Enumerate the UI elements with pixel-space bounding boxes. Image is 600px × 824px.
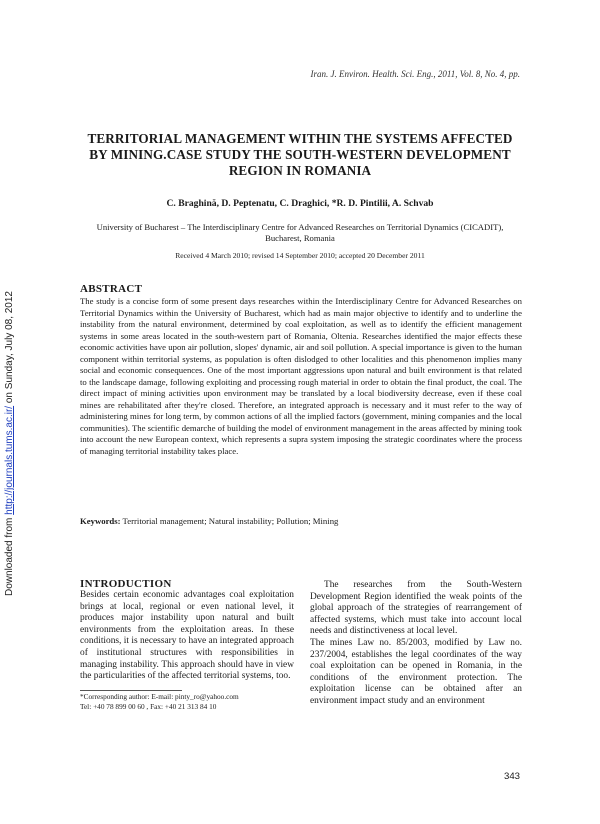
title-line-2: BY MINING.CASE STUDY THE SOUTH-WESTERN DEVELOPMENT [89, 147, 511, 162]
title-line-3: REGION IN ROMANIA [228, 163, 372, 178]
affiliation [80, 222, 520, 244]
corresponding-author-footnote [80, 692, 300, 712]
abstract-heading: ABSTRACT [80, 283, 143, 295]
download-watermark-text [2, 214, 18, 596]
introduction-column-left: Besides certain economic advantages coal exploitation brings at local, regional or even national level, it produces major instability upon natural and built environments from the exploitation areas. In these conditions, it is necessary to have an integrated approach of institutional structures with responsibilities in managing instability. This approach should have in view the particularities of the affected territorial systems, too. [80, 590, 294, 682]
footnote-phone: Tel: +40 78 899 00 60 , Fax: +40 21 313 84 10 [80, 702, 217, 711]
footnote-email: *Corresponding author: E-mail: pinty_ro@yahoo.com [80, 692, 239, 701]
download-watermark [2, 214, 18, 596]
keywords [80, 516, 522, 526]
author-list: C. Braghină, D. Peptenatu, C. Draghici, *R. D. Pintilii, A. Schvab [166, 198, 434, 209]
introduction-heading: INTRODUCTION [80, 578, 172, 590]
journal-reference: Iran. J. Environ. Health. Sci. Eng., 2011, Vol. 8, No. 4, pp. [310, 69, 520, 79]
received-dates: Received 4 March 2010; revised 14 September 2010; accepted 20 December 2011 [175, 251, 425, 260]
watermark-prefix: Downloaded from [4, 514, 15, 596]
affiliation-line-2: Bucharest, Romania [265, 233, 335, 243]
article-title [72, 131, 528, 179]
introduction-column-right [310, 580, 522, 708]
watermark-suffix: on Sunday, July 08, 2012 [4, 291, 15, 406]
journal-link[interactable]: http://journals.tums.ac.ir/ [4, 405, 15, 515]
affiliation-line-1: University of Bucharest – The Interdisciplinary Centre for Advanced Researches on Territorial Dynamics (CICADIT), [96, 222, 504, 232]
title-line-1: TERRITORIAL MANAGEMENT WITHIN THE SYSTEMS AFFECTED [87, 131, 513, 146]
footnote-divider [80, 690, 182, 691]
abstract-text: The study is a concise form of some present days researches within the Interdisciplinary Centre for Advanced Researches on Territorial Dynamics within the University of Bucharest, which had as main major objective to identify and to underline the instability from the natural environment, determined by coal exploitation, as well as to identify the efficient management systems in some areas located in the south-western part of Romania, Oltenia. Researches identified the major effects these economic activities have upon air pollution, slopes' dynamic, air and soil pollution. A special importance is given to the human component within territorial systems, as population is often dislodged to other localities and this phenomenon implies many social and economic consequences. One of the most important aggressions upon natural and built environment is that related to the landscape damage, following exploiting and processing rough material in order to obtain the final product, the coal. The direct impact of mining activities upon environment may be translated by a local biodiversity decrease, even if these coal mines are rehabilitated after they're closed. Therefore, an integrated approach is necessary and it must refer to the way of administering mines for long term, by common actions of all the implied factors (government, mining companies and the local communities). The scientific demarche of building the model of environment management in the areas affected by mining took into account the new European context, which represents a supra system imposing the strategic coordinates where the process of managing territorial instability takes place. [80, 296, 522, 456]
intro-paragraph-2: The mines Law no. 85/2003, modified by Law no. 237/2004, establishes the legal coordinates of the way coal exploitation can be opened in Romania, in the conditions of the environment protection. The exploitation license can be obtained after an environment impact study and an environment [310, 637, 522, 706]
keywords-list: Territorial management; Natural instability; Pollution; Mining [120, 516, 339, 526]
page-number: 343 [503, 771, 520, 782]
intro-paragraph-1: The researches from the South-Western Development Region identified the weak points of the global approach of the strategies of rearrangement of affected systems, which must take into account local needs and distinctiveness at local level. [310, 580, 522, 637]
keywords-label: Keywords: [80, 516, 121, 526]
